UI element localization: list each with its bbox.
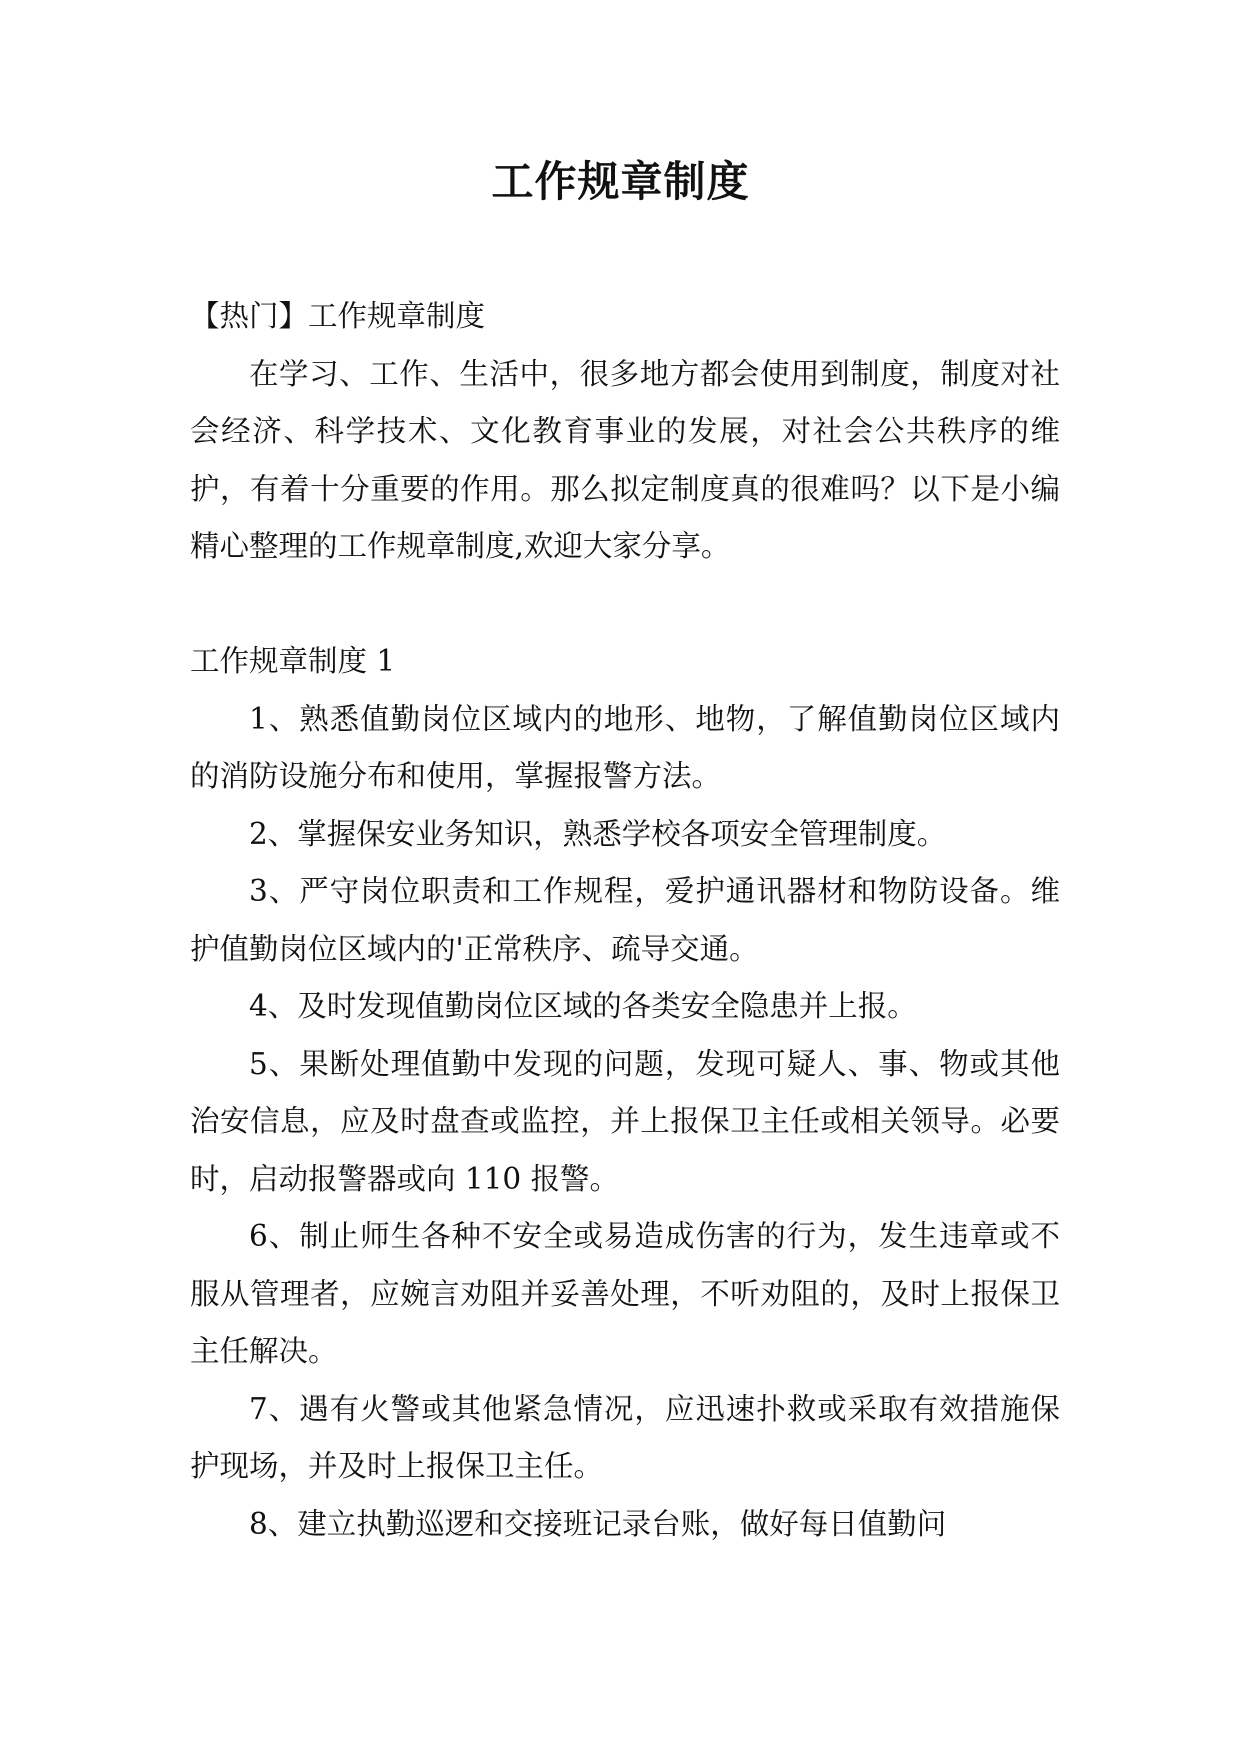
rule-item-7: 7、遇有火警或其他紧急情况，应迅速扑救或采取有效措施保护现场，并及时上报保卫主任。 bbox=[190, 1391, 1060, 1483]
paragraph-spacer bbox=[190, 576, 1060, 634]
rule-item-4: 4、及时发现值勤岗位区域的各类安全隐患并上报。 bbox=[249, 989, 917, 1023]
document-body bbox=[190, 288, 1060, 1553]
document-subtitle: 【热门】工作规章制度 bbox=[190, 299, 486, 333]
rule-item-3: 3、严守岗位职责和工作规程，爱护通讯器材和物防设备。维护值勤岗位区域内的'正常秩序、疏导交通。 bbox=[190, 874, 1060, 966]
rule-item-6: 6、制止师生各种不安全或易造成伤害的行为，发生违章或不服从管理者，应婉言劝阻并妥善处理，不听劝阻的，及时上报保卫主任解决。 bbox=[190, 1219, 1060, 1368]
intro-paragraph: 在学习、工作、生活中，很多地方都会使用到制度，制度对社会经济、科学技术、文化教育事业的发展，对社会公共秩序的维护，有着十分重要的作用。那么拟定制度真的很难吗？以下是小编精心整理的工作规章制度,欢迎大家分享。 bbox=[190, 356, 1060, 563]
rule-item-5: 5、果断处理值勤中发现的问题，发现可疑人、事、物或其他治安信息，应及时盘查或监控，并上报保卫主任或相关领导。必要时，启动报警器或向 110 报警。 bbox=[190, 1046, 1060, 1196]
document-title: 工作规章制度 bbox=[491, 157, 750, 206]
rule-item-2: 2、掌握保安业务知识，熟悉学校各项安全管理制度。 bbox=[249, 816, 947, 851]
rule-item-8: 8、建立执勤巡逻和交接班记录台账，做好每日值勤问 bbox=[249, 1506, 947, 1541]
rule-item-1: 1、熟悉值勤岗位区域内的地形、地物，了解值勤岗位区域内的消防设施分布和使用，掌握报警方法。 bbox=[190, 701, 1060, 793]
section-heading: 工作规章制度 1 bbox=[190, 644, 396, 678]
